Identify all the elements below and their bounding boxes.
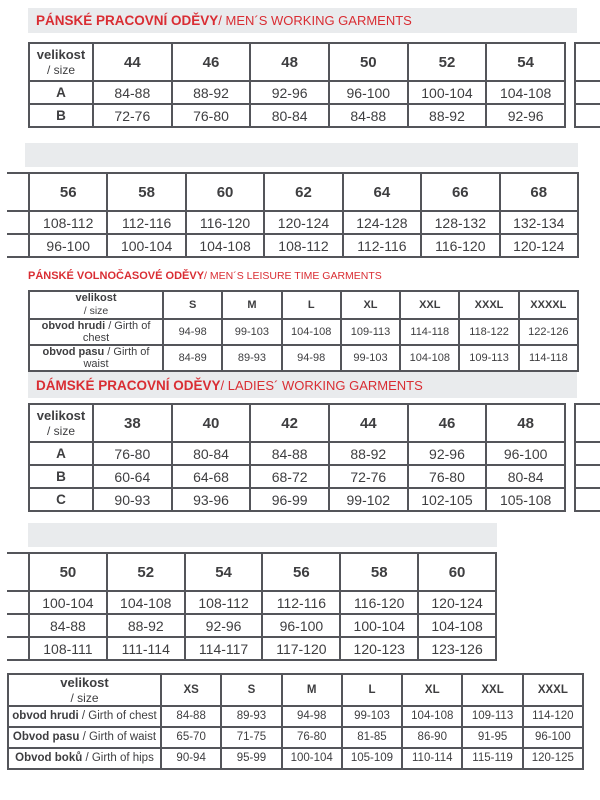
- data-cell: 100-104: [282, 748, 342, 769]
- data-cell: 68-72: [250, 465, 329, 488]
- clipped-cell: [575, 81, 600, 104]
- clipped-sliver-cell: [7, 591, 29, 614]
- data-cell: 117-120: [262, 637, 340, 660]
- data-cell: 96-100: [29, 234, 107, 257]
- corner-line-2: / size: [46, 423, 75, 438]
- data-cell: 84-88: [329, 104, 408, 127]
- row-label-czech: A: [56, 85, 66, 100]
- size-label-corner-cell: [29, 291, 163, 319]
- row-label-czech: obvod pasu: [42, 346, 105, 358]
- column-header-cell: 54: [486, 43, 565, 81]
- data-cell: 102-105: [408, 488, 487, 511]
- clipped-cell: [575, 104, 600, 127]
- column-header-cell: XL: [402, 674, 462, 706]
- data-cell: 104-108: [282, 319, 341, 345]
- data-cell: 100-104: [29, 591, 107, 614]
- column-header-cell: 52: [107, 553, 185, 591]
- corner-line-2: / size: [70, 690, 99, 705]
- clipped-cell: [575, 404, 600, 442]
- row-label-english: / Girth of waist: [83, 346, 150, 370]
- data-cell: 99-102: [329, 488, 408, 511]
- heading-czech: PÁNSKÉ PRACOVNÍ ODĚVY: [36, 13, 219, 28]
- column-header-cell: XXL: [462, 674, 522, 706]
- data-cell: 109-113: [341, 319, 400, 345]
- data-cell: 120-124: [264, 211, 342, 234]
- row-label-czech: B: [56, 108, 66, 123]
- clipped-sliver-cell: [7, 553, 29, 591]
- data-cell: 109-113: [462, 706, 522, 727]
- data-cell: 90-93: [93, 488, 172, 511]
- corner-line-1: velikost: [75, 292, 117, 305]
- column-header-cell: 60: [418, 553, 496, 591]
- clipped-cell: [575, 43, 600, 81]
- data-cell: 112-116: [262, 591, 340, 614]
- data-cell: 112-116: [343, 234, 421, 257]
- column-header-cell: 44: [329, 404, 408, 442]
- column-header-cell: 54: [185, 553, 263, 591]
- data-cell: 96-100: [486, 442, 565, 465]
- data-cell: 90-94: [161, 748, 221, 769]
- data-cell: 104-108: [186, 234, 264, 257]
- data-cell: 81-85: [342, 727, 402, 748]
- data-cell: 123-126: [418, 637, 496, 660]
- data-cell: 96-100: [262, 614, 340, 637]
- data-cell: 84-88: [93, 81, 172, 104]
- clipped-table-fragment: [574, 403, 600, 512]
- data-cell: 80-84: [486, 465, 565, 488]
- column-header-cell: L: [282, 291, 341, 319]
- clipped-cell: [575, 488, 600, 511]
- data-cell: 132-134: [500, 211, 578, 234]
- data-cell: 64-68: [172, 465, 251, 488]
- data-cell: 84-88: [29, 614, 107, 637]
- column-header-cell: L: [342, 674, 402, 706]
- row-label-cell: [29, 345, 163, 371]
- data-cell: 104-108: [486, 81, 565, 104]
- data-cell: 76-80: [172, 104, 251, 127]
- data-cell: 80-84: [250, 104, 329, 127]
- data-cell: 100-104: [107, 234, 185, 257]
- data-cell: 120-123: [340, 637, 418, 660]
- row-label-cell: [29, 488, 93, 511]
- data-cell: 108-111: [29, 637, 107, 660]
- data-cell: 76-80: [93, 442, 172, 465]
- column-header-cell: XXXL: [523, 674, 583, 706]
- row-label-english: / Girth of hips: [82, 752, 154, 765]
- ladies-girth-table: [7, 673, 584, 770]
- data-cell: 105-108: [486, 488, 565, 511]
- heading-english: / MEN´S LEISURE TIME GARMENTS: [204, 270, 382, 282]
- column-header-cell: 58: [340, 553, 418, 591]
- column-header-cell: 58: [107, 173, 185, 211]
- column-header-cell: 56: [29, 173, 107, 211]
- corner-line-1: velikost: [60, 675, 109, 690]
- row-label-cell: [29, 104, 93, 127]
- row-label-cell: [29, 442, 93, 465]
- data-cell: 122-126: [519, 319, 578, 345]
- column-header-cell: S: [221, 674, 281, 706]
- data-cell: 99-103: [341, 345, 400, 371]
- column-header-cell: 48: [250, 43, 329, 81]
- data-cell: 89-93: [222, 345, 281, 371]
- mens-leisure-girth-table: [28, 290, 579, 372]
- row-label-czech: Obvod boků: [15, 752, 83, 765]
- data-cell: 104-108: [400, 345, 459, 371]
- heading-english: / LADIES´ WORKING GARMENTS: [220, 377, 423, 393]
- data-cell: 116-120: [186, 211, 264, 234]
- row-label-cell: [8, 748, 161, 769]
- data-cell: 88-92: [107, 614, 185, 637]
- row-label-cell: [29, 319, 163, 345]
- clipped-sliver-cell: [7, 614, 29, 637]
- column-header-cell: XXXL: [459, 291, 518, 319]
- data-cell: 86-90: [402, 727, 462, 748]
- size-label-corner-cell: [29, 43, 93, 81]
- data-cell: 92-96: [486, 104, 565, 127]
- corner-line-2: / size: [83, 305, 109, 318]
- empty-heading-bar: [28, 523, 497, 547]
- corner-line-1: velikost: [36, 408, 86, 423]
- data-cell: 109-113: [459, 345, 518, 371]
- data-cell: 92-96: [250, 81, 329, 104]
- data-cell: 108-112: [185, 591, 263, 614]
- data-cell: 95-99: [221, 748, 281, 769]
- column-header-cell: 56: [262, 553, 340, 591]
- mens-working-sizes-table-44-54: [28, 42, 566, 128]
- data-cell: 108-112: [29, 211, 107, 234]
- column-header-cell: M: [222, 291, 281, 319]
- data-cell: 104-108: [107, 591, 185, 614]
- row-label-czech: obvod hrudi: [12, 710, 79, 723]
- heading-czech: DÁMSKÉ PRACOVNÍ ODĚVY: [36, 377, 221, 393]
- column-header-cell: S: [163, 291, 222, 319]
- section-heading-mens-working: [28, 8, 577, 33]
- data-cell: 99-103: [222, 319, 281, 345]
- corner-line-2: / size: [46, 62, 75, 77]
- column-header-cell: 46: [408, 404, 487, 442]
- heading-english: / MEN´S WORKING GARMENTS: [218, 13, 412, 28]
- data-cell: 108-112: [264, 234, 342, 257]
- data-cell: 100-104: [340, 614, 418, 637]
- data-cell: 76-80: [408, 465, 487, 488]
- data-cell: 120-124: [418, 591, 496, 614]
- data-cell: 94-98: [282, 345, 341, 371]
- data-cell: 124-128: [343, 211, 421, 234]
- row-label-cell: [8, 706, 161, 727]
- row-label-cell: [8, 727, 161, 748]
- data-cell: 96-100: [523, 727, 583, 748]
- clipped-sliver-cell: [7, 211, 29, 234]
- data-cell: 104-108: [402, 706, 462, 727]
- column-header-cell: XL: [341, 291, 400, 319]
- data-cell: 114-120: [523, 706, 583, 727]
- data-cell: 94-98: [163, 319, 222, 345]
- column-header-cell: 48: [486, 404, 565, 442]
- data-cell: 88-92: [172, 81, 251, 104]
- data-cell: 60-64: [93, 465, 172, 488]
- row-label-english: / Girth of chest: [78, 710, 157, 723]
- data-cell: 104-108: [418, 614, 496, 637]
- column-header-cell: XXXXL: [519, 291, 578, 319]
- column-header-cell: XXL: [400, 291, 459, 319]
- column-header-cell: 38: [93, 404, 172, 442]
- data-cell: 65-70: [161, 727, 221, 748]
- data-cell: 84-88: [250, 442, 329, 465]
- data-cell: 112-116: [107, 211, 185, 234]
- data-cell: 116-120: [340, 591, 418, 614]
- column-header-cell: 52: [408, 43, 487, 81]
- data-cell: 88-92: [329, 442, 408, 465]
- data-cell: 120-124: [500, 234, 578, 257]
- data-cell: 93-96: [172, 488, 251, 511]
- data-cell: 110-114: [402, 748, 462, 769]
- data-cell: 92-96: [185, 614, 263, 637]
- data-cell: 105-109: [342, 748, 402, 769]
- ladies-working-sizes-table-50-60: [7, 552, 497, 661]
- data-cell: 92-96: [408, 442, 487, 465]
- row-label-cell: [29, 81, 93, 104]
- column-header-cell: M: [282, 674, 342, 706]
- data-cell: 84-88: [161, 706, 221, 727]
- row-label-english: / Girth of chest: [82, 320, 151, 344]
- size-label-corner-cell: [8, 674, 161, 706]
- data-cell: 71-75: [221, 727, 281, 748]
- data-cell: 76-80: [282, 727, 342, 748]
- column-header-cell: 40: [172, 404, 251, 442]
- empty-heading-bar: [25, 143, 578, 167]
- data-cell: 72-76: [93, 104, 172, 127]
- column-header-cell: 50: [29, 553, 107, 591]
- column-header-cell: 44: [93, 43, 172, 81]
- data-cell: 120-125: [523, 748, 583, 769]
- data-cell: 72-76: [329, 465, 408, 488]
- data-cell: 84-89: [163, 345, 222, 371]
- data-cell: 94-98: [282, 706, 342, 727]
- column-header-cell: 62: [264, 173, 342, 211]
- clipped-table-fragment: [574, 42, 600, 128]
- column-header-cell: XS: [161, 674, 221, 706]
- data-cell: 80-84: [172, 442, 251, 465]
- data-cell: 115-119: [462, 748, 522, 769]
- mens-working-sizes-table-56-68: [7, 172, 579, 258]
- data-cell: 89-93: [221, 706, 281, 727]
- data-cell: 114-118: [519, 345, 578, 371]
- data-cell: 114-117: [185, 637, 263, 660]
- data-cell: 100-104: [408, 81, 487, 104]
- row-label-czech: A: [56, 446, 66, 461]
- column-header-cell: 46: [172, 43, 251, 81]
- heading-czech: PÁNSKÉ VOLNOČASOVÉ ODĚVY: [28, 270, 205, 282]
- data-cell: 96-99: [250, 488, 329, 511]
- clipped-cell: [575, 442, 600, 465]
- corner-line-1: velikost: [36, 47, 86, 62]
- data-cell: 91-95: [462, 727, 522, 748]
- clipped-sliver-cell: [7, 234, 29, 257]
- data-cell: 128-132: [421, 211, 499, 234]
- section-heading-ladies-working: [28, 372, 577, 398]
- clipped-cell: [575, 465, 600, 488]
- clipped-sliver-cell: [7, 173, 29, 211]
- row-label-cell: [29, 465, 93, 488]
- clipped-sliver-cell: [7, 637, 29, 660]
- data-cell: 111-114: [107, 637, 185, 660]
- row-label-czech: Obvod pasu: [12, 731, 80, 744]
- section-heading-mens-leisure: [28, 268, 382, 284]
- column-header-cell: 68: [500, 173, 578, 211]
- row-label-czech: obvod hrudi: [41, 320, 106, 332]
- column-header-cell: 50: [329, 43, 408, 81]
- column-header-cell: 60: [186, 173, 264, 211]
- row-label-czech: B: [56, 469, 66, 484]
- data-cell: 99-103: [342, 706, 402, 727]
- data-cell: 118-122: [459, 319, 518, 345]
- row-label-czech: C: [56, 492, 66, 507]
- size-label-corner-cell: [29, 404, 93, 442]
- column-header-cell: 64: [343, 173, 421, 211]
- data-cell: 96-100: [329, 81, 408, 104]
- data-cell: 116-120: [421, 234, 499, 257]
- data-cell: 88-92: [408, 104, 487, 127]
- ladies-working-sizes-table-38-48: [28, 403, 566, 512]
- column-header-cell: 42: [250, 404, 329, 442]
- data-cell: 114-118: [400, 319, 459, 345]
- column-header-cell: 66: [421, 173, 499, 211]
- row-label-english: / Girth of waist: [79, 731, 157, 744]
